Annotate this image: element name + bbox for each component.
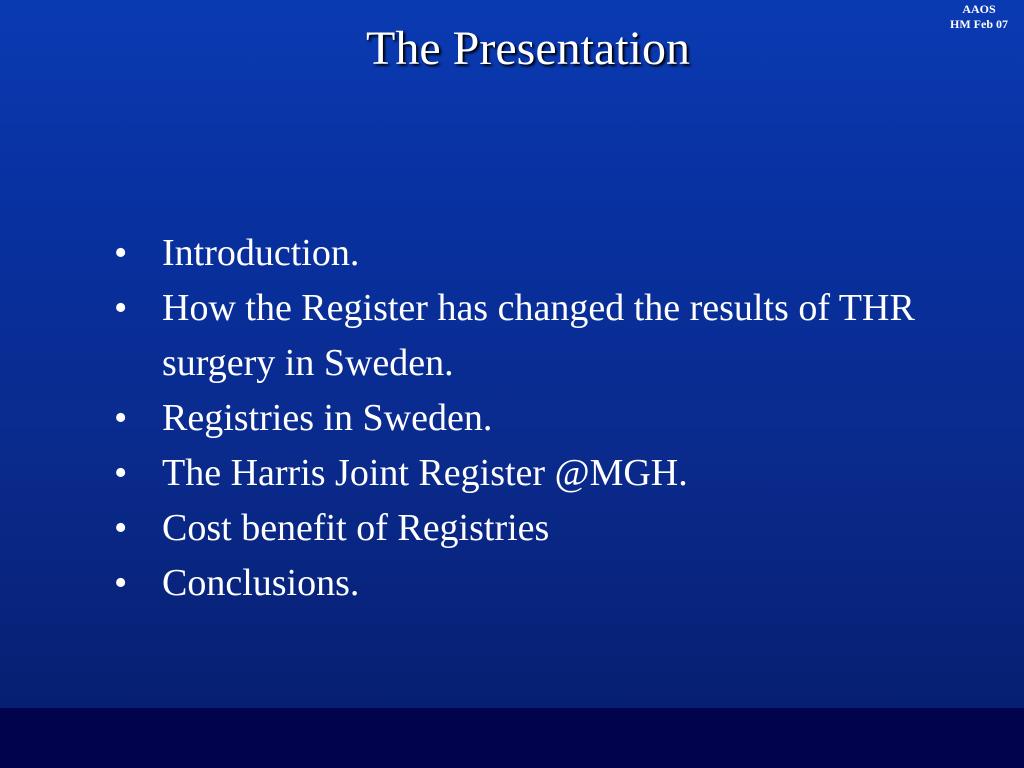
bullet-list [108,226,938,611]
bullet-dot-icon: • [114,232,128,274]
bullet-text: Introduction. [162,232,360,274]
bullet-dot-icon: • [114,452,128,494]
bullet-item [108,446,938,501]
bullet-dot-icon: • [114,507,128,549]
bullet-text: The Harris Joint Register @MGH. [162,452,688,494]
bullet-item [108,226,938,281]
slide-title: The Presentation [366,22,690,75]
bullet-text: How the Register has changed the results of THR surgery in Sweden. [162,287,915,384]
bullet-dot-icon: • [114,562,128,604]
bullet-text: Cost benefit of Registries [162,507,550,549]
corner-note-line2: HM Feb 07 [950,17,1008,31]
bullet-dot-icon: • [114,287,128,329]
bullet-dot-icon: • [114,397,128,439]
bullet-item [108,556,938,611]
bullet-item [108,281,938,391]
bullet-item [108,501,938,556]
footer-band [0,708,1024,768]
bullet-item [108,391,938,446]
corner-note-line1: AAOS [962,2,996,16]
bullet-text: Conclusions. [162,562,360,604]
bullet-text: Registries in Sweden. [162,397,493,439]
